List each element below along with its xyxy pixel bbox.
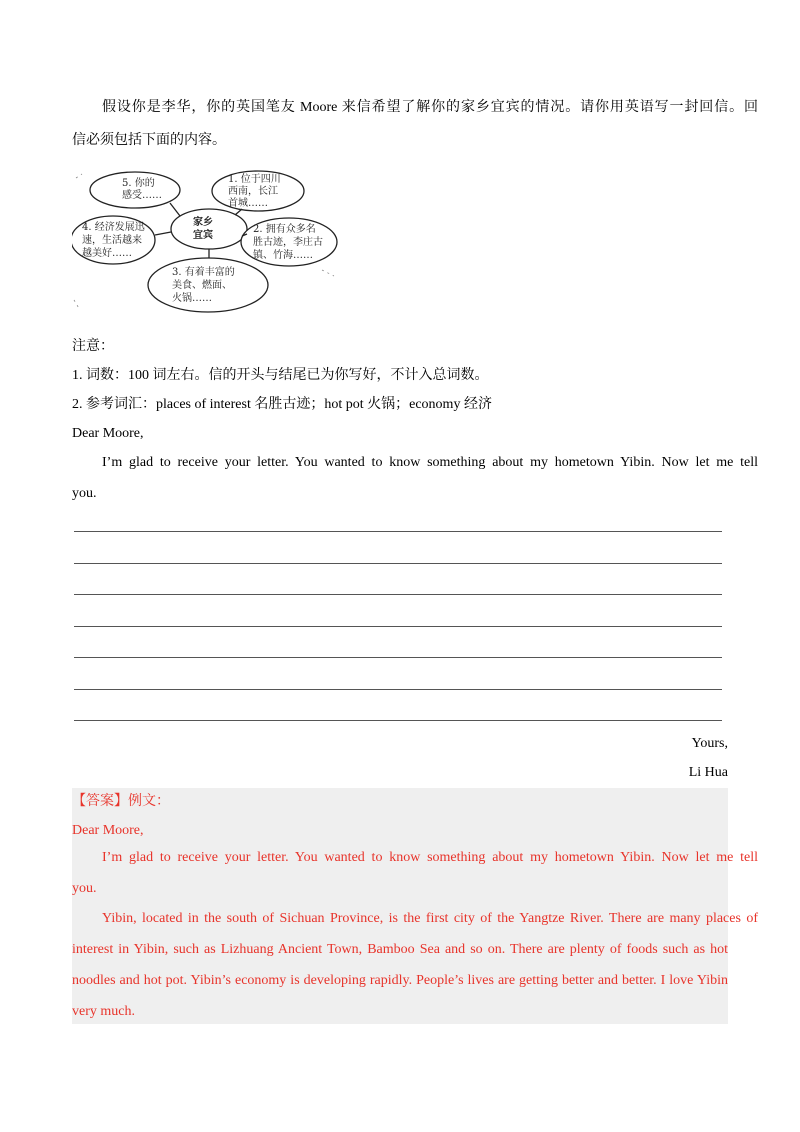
mindmap-b1-line-2: 西南，长江 bbox=[228, 186, 278, 197]
mindmap-center-line-1: 家乡 bbox=[193, 217, 213, 228]
letter-signature: Li Hua bbox=[688, 765, 728, 780]
writing-line bbox=[74, 657, 722, 658]
letter-body-line-2: you. bbox=[72, 486, 97, 501]
writing-line bbox=[74, 531, 722, 532]
writing-line bbox=[74, 720, 722, 721]
writing-line bbox=[74, 594, 722, 595]
mindmap-b4-line-1: 4. 经济发展迅 bbox=[82, 222, 145, 233]
mindmap-b1-line-3: 首城…… bbox=[228, 198, 268, 209]
answer-p1-line-2: you. bbox=[72, 881, 97, 896]
letter-body-line-1: I’m glad to receive your letter. You wanted to know something about my hometown Yibin. Now let me tell bbox=[102, 455, 758, 470]
writing-line bbox=[74, 689, 722, 690]
letter-closing: Yours, bbox=[691, 736, 728, 751]
mindmap-b2-line-2: 胜古迹，李庄古 bbox=[253, 237, 323, 248]
answer-p2-line-2: interest in Yibin, such as Lizhuang Ancient Town, Bamboo Sea and so on. There are plenty of foods such as hot bbox=[72, 942, 728, 957]
mindmap-b5-line-1: 5. 你的 bbox=[122, 178, 155, 189]
answer-label: 【答案】例文： bbox=[72, 794, 170, 809]
mindmap-b1-line-1: 1. 位于四川 bbox=[228, 174, 281, 185]
hometown-mindmap bbox=[72, 170, 344, 318]
answer-p2-line-3: noodles and hot pot. Yibin’s economy is developing rapidly. People’s lives are getting better and better. I love Yibin bbox=[72, 973, 728, 988]
mindmap-b2-line-1: 2. 拥有众多名 bbox=[253, 224, 316, 235]
mindmap-b3-line-1: 3. 有着丰富的 bbox=[172, 267, 235, 278]
mindmap-b3-line-2: 美食、燃面、 bbox=[172, 280, 232, 291]
mindmap-b3-line-3: 火锅…… bbox=[172, 293, 212, 304]
note-2: 2. 参考词汇：places of interest 名胜古迹；hot pot 火锅；economy 经济 bbox=[72, 397, 492, 412]
writing-line bbox=[74, 563, 722, 564]
answer-p1-line-1: I’m glad to receive your letter. You wanted to know something about my hometown Yibin. Now let me tell bbox=[102, 850, 758, 865]
letter-salutation: Dear Moore, bbox=[72, 426, 144, 441]
note-1: 1. 词数：100 词左右。信的开头与结尾已为你写好，不计入总词数。 bbox=[72, 368, 489, 383]
notes-title: 注意： bbox=[72, 339, 114, 354]
answer-section bbox=[72, 788, 758, 1024]
prompt-line-2: 信必须包括下面的内容。 bbox=[72, 133, 226, 148]
writing-line bbox=[74, 626, 722, 627]
answer-salutation: Dear Moore, bbox=[72, 823, 144, 838]
mindmap-b2-line-3: 镇、竹海…… bbox=[253, 250, 313, 261]
answer-p2-line-4: very much. bbox=[72, 1004, 135, 1019]
mindmap-center-line-2: 宜宾 bbox=[193, 230, 213, 241]
mindmap-b4-line-2: 速，生活越来 bbox=[82, 235, 142, 246]
prompt-line-1: 假设你是李华，你的英国笔友 Moore 来信希望了解你的家乡宜宾的情况。请你用英语写一封回信。回 bbox=[102, 100, 758, 115]
answer-p2-line-1: Yibin, located in the south of Sichuan Province, is the first city of the Yangtze River. There are many places of bbox=[102, 911, 758, 926]
mindmap-b4-line-3: 越美好…… bbox=[82, 248, 132, 259]
mindmap-b5-line-2: 感受…… bbox=[122, 190, 162, 201]
